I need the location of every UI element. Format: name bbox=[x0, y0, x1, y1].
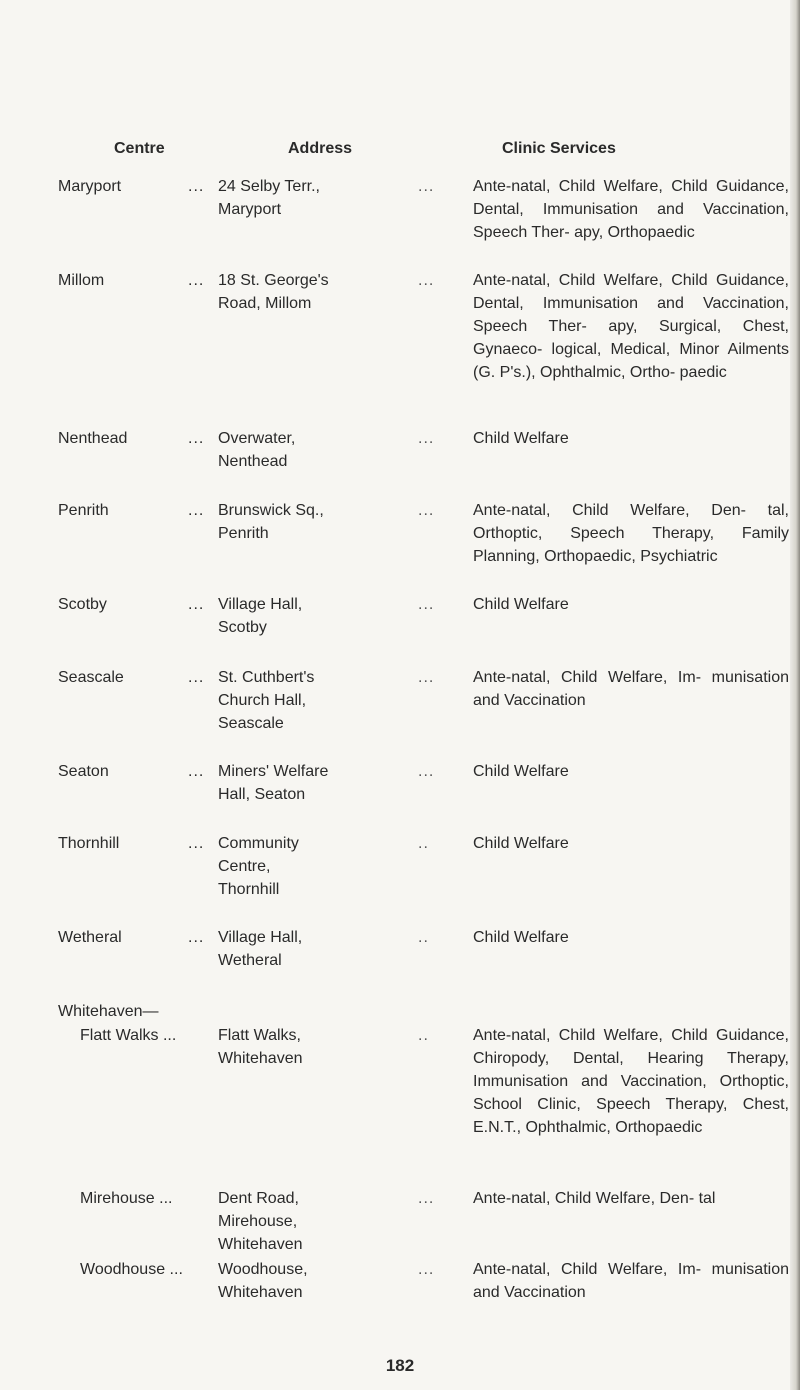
centre-name: Nenthead bbox=[58, 430, 128, 447]
page-number: 182 bbox=[385, 1356, 415, 1375]
address: Dent Road, Mirehouse, Whitehaven bbox=[218, 1190, 303, 1253]
clinic-services: Child Welfare bbox=[473, 835, 569, 852]
address: Flatt Walks, Whitehaven bbox=[218, 1027, 303, 1067]
centre-name: Wetheral bbox=[58, 929, 122, 946]
clinic-services: Ante-natal, Child Welfare, Child Guidance, Dental, Immunisation and Vaccination, Speech Ther- apy, Surgical, Chest, Gynaeco- logical, Medical, Minor Ailments (G. P's.), Ophthalmic, Ortho- paedic bbox=[473, 272, 789, 381]
centre-name: Scotby bbox=[58, 596, 107, 613]
address: Woodhouse, Whitehaven bbox=[218, 1261, 308, 1301]
leader-dots: ... bbox=[188, 430, 205, 447]
address: Overwater, Nenthead bbox=[218, 430, 296, 470]
leader-dots: ... bbox=[418, 669, 435, 686]
leader-dots: ... bbox=[188, 835, 205, 852]
clinic-services: Child Welfare bbox=[473, 763, 569, 780]
clinic-services: Child Welfare bbox=[473, 596, 569, 613]
page-edge-shadow bbox=[790, 0, 800, 1390]
centre-name: Flatt Walks ... bbox=[80, 1027, 177, 1044]
clinic-services: Child Welfare bbox=[473, 430, 569, 447]
leader-dots: ... bbox=[188, 669, 205, 686]
leader-dots: ... bbox=[418, 272, 435, 289]
clinic-services: Child Welfare bbox=[473, 929, 569, 946]
leader-dots: ... bbox=[188, 929, 205, 946]
address: Miners' Welfare Hall, Seaton bbox=[218, 763, 329, 803]
clinic-services: Ante-natal, Child Welfare, Den- tal bbox=[473, 1190, 716, 1207]
leader-dots: .. bbox=[418, 929, 429, 946]
centre-name: Millom bbox=[58, 272, 105, 289]
address: Brunswick Sq., Penrith bbox=[218, 502, 324, 542]
header-clinic-services: Clinic Services bbox=[502, 140, 616, 157]
centre-name: Maryport bbox=[58, 178, 122, 195]
leader-dots: ... bbox=[418, 1190, 435, 1207]
leader-dots: ... bbox=[418, 763, 435, 780]
leader-dots: ... bbox=[188, 763, 205, 780]
leader-dots: .. bbox=[418, 1027, 429, 1044]
address: Village Hall, Scotby bbox=[218, 596, 303, 636]
address: 18 St. George's Road, Millom bbox=[218, 272, 329, 312]
leader-dots: ... bbox=[418, 178, 435, 195]
leader-dots: ... bbox=[418, 1261, 435, 1278]
header-address: Address bbox=[288, 140, 353, 157]
address: Community Centre, Thornhill bbox=[218, 835, 299, 898]
centre-name: Seascale bbox=[58, 669, 124, 686]
leader-dots: ... bbox=[188, 272, 205, 289]
table-header bbox=[0, 140, 800, 164]
leader-dots: .. bbox=[418, 835, 429, 852]
centre-name: Seaton bbox=[58, 763, 109, 780]
leader-dots: ... bbox=[418, 502, 435, 519]
leader-dots: ... bbox=[188, 596, 205, 613]
centre-group-heading: Whitehaven— bbox=[58, 1003, 159, 1020]
address: St. Cuthbert's Church Hall, Seascale bbox=[218, 669, 315, 732]
centre-name: Mirehouse ... bbox=[80, 1190, 173, 1207]
centre-name: Penrith bbox=[58, 502, 109, 519]
centre-name: Woodhouse ... bbox=[80, 1261, 183, 1278]
address: Village Hall, Wetheral bbox=[218, 929, 303, 969]
leader-dots: ... bbox=[418, 430, 435, 447]
clinic-services: Ante-natal, Child Welfare, Im- munisation and Vaccination bbox=[473, 1261, 789, 1301]
leader-dots: ... bbox=[188, 178, 205, 195]
header-centre: Centre bbox=[114, 140, 165, 157]
address: 24 Selby Terr., Maryport bbox=[218, 178, 320, 218]
clinic-services: Ante-natal, Child Welfare, Child Guidance, Dental, Immunisation and Vaccination, Speech Ther- apy, Orthopaedic bbox=[473, 178, 789, 241]
centre-name: Thornhill bbox=[58, 835, 120, 852]
leader-dots: ... bbox=[188, 502, 205, 519]
clinic-services: Ante-natal, Child Welfare, Child Guidance, Chiropody, Dental, Hearing Therapy, Immunisation and Vaccination, Orthoptic, School Clinic, Speech Therapy, Chest, E.N.T., Ophthalmic, Orthopaedic bbox=[473, 1027, 789, 1136]
leader-dots: ... bbox=[418, 596, 435, 613]
clinic-services: Ante-natal, Child Welfare, Im- munisation and Vaccination bbox=[473, 669, 789, 709]
clinic-services: Ante-natal, Child Welfare, Den- tal, Orthoptic, Speech Therapy, Family Planning, Orthopaedic, Psychiatric bbox=[473, 502, 789, 565]
